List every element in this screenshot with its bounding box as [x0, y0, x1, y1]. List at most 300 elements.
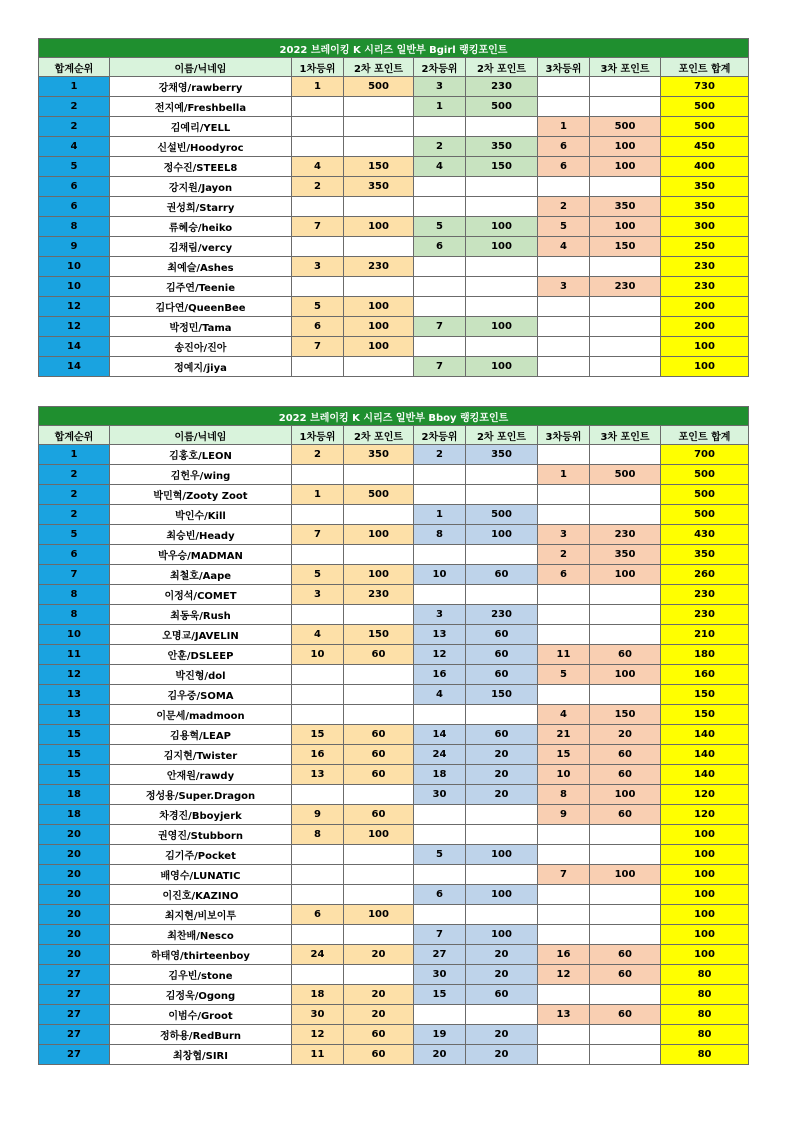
points-total-cell: 230	[661, 277, 749, 297]
round3-points-cell	[590, 177, 661, 197]
round1-rank-cell: 15	[292, 725, 344, 745]
points-total-cell: 100	[661, 905, 749, 925]
name-cell: 김채림/vercy	[110, 237, 292, 257]
round1-points-cell	[344, 505, 414, 525]
round2-points-cell: 20	[466, 785, 538, 805]
round3-points-cell: 350	[590, 545, 661, 565]
round1-points-cell: 100	[344, 217, 414, 237]
round1-rank-cell	[292, 137, 344, 157]
round2-rank-cell: 18	[414, 765, 466, 785]
round2-rank-cell	[414, 1005, 466, 1025]
name-cell: 이문세/madmoon	[110, 705, 292, 725]
table-row	[39, 605, 749, 625]
round2-points-cell: 500	[466, 505, 538, 525]
round3-rank-cell: 4	[538, 705, 590, 725]
round3-points-cell	[590, 485, 661, 505]
round1-points-cell	[344, 465, 414, 485]
round3-rank-cell: 15	[538, 745, 590, 765]
round2-points-cell: 100	[466, 885, 538, 905]
points-total-cell: 80	[661, 1025, 749, 1045]
name-cell: 권영진/Stubborn	[110, 825, 292, 845]
round2-rank-cell	[414, 905, 466, 925]
points-total-cell: 100	[661, 925, 749, 945]
round3-points-cell: 100	[590, 865, 661, 885]
table-row	[39, 645, 749, 665]
round1-points-cell: 60	[344, 725, 414, 745]
round3-points-cell: 100	[590, 137, 661, 157]
name-cell: 김헌우/wing	[110, 465, 292, 485]
points-total-cell: 200	[661, 297, 749, 317]
points-total-cell: 230	[661, 605, 749, 625]
points-total-cell: 450	[661, 137, 749, 157]
round2-points-cell: 60	[466, 725, 538, 745]
name-cell: 김예리/YELL	[110, 117, 292, 137]
round3-rank-cell	[538, 77, 590, 97]
round1-points-cell: 150	[344, 157, 414, 177]
table-row	[39, 625, 749, 645]
table-row	[39, 1045, 749, 1065]
points-total-cell: 500	[661, 505, 749, 525]
name-cell: 배영수/LUNATIC	[110, 865, 292, 885]
round3-rank-cell: 9	[538, 805, 590, 825]
header-round3-rank: 3차등위	[538, 58, 590, 77]
total-rank-cell: 2	[39, 485, 110, 505]
total-rank-cell: 18	[39, 785, 110, 805]
round1-rank-cell	[292, 545, 344, 565]
round1-rank-cell: 2	[292, 445, 344, 465]
round1-points-cell: 500	[344, 485, 414, 505]
round1-rank-cell: 4	[292, 157, 344, 177]
round1-rank-cell: 9	[292, 805, 344, 825]
round1-rank-cell: 10	[292, 645, 344, 665]
round3-rank-cell	[538, 885, 590, 905]
round2-points-cell: 230	[466, 605, 538, 625]
total-rank-cell: 12	[39, 297, 110, 317]
round2-points-cell	[466, 865, 538, 885]
round2-points-cell: 100	[466, 217, 538, 237]
round3-points-cell	[590, 317, 661, 337]
name-cell: 김정욱/Ogong	[110, 985, 292, 1005]
points-total-cell: 350	[661, 545, 749, 565]
round3-rank-cell	[538, 905, 590, 925]
round3-points-cell	[590, 905, 661, 925]
round2-points-cell	[466, 297, 538, 317]
table-row	[39, 665, 749, 685]
round1-rank-cell: 8	[292, 825, 344, 845]
points-total-cell: 430	[661, 525, 749, 545]
round1-points-cell: 100	[344, 905, 414, 925]
round1-points-cell: 20	[344, 985, 414, 1005]
round2-points-cell: 20	[466, 745, 538, 765]
round3-rank-cell	[538, 825, 590, 845]
round2-rank-cell	[414, 337, 466, 357]
round1-rank-cell: 13	[292, 765, 344, 785]
round1-rank-cell	[292, 705, 344, 725]
table-row	[39, 237, 749, 257]
round2-points-cell: 60	[466, 985, 538, 1005]
name-cell: 최승빈/Heady	[110, 525, 292, 545]
round3-rank-cell	[538, 925, 590, 945]
round3-rank-cell: 16	[538, 945, 590, 965]
round2-points-cell	[466, 257, 538, 277]
round2-rank-cell	[414, 257, 466, 277]
round3-points-cell: 100	[590, 665, 661, 685]
round3-points-cell: 100	[590, 785, 661, 805]
total-rank-cell: 7	[39, 565, 110, 585]
bboy-table-title: 2022 브레이킹 K 시리즈 일반부 Bboy 랭킹포인트	[39, 407, 749, 426]
total-rank-cell: 10	[39, 625, 110, 645]
round2-rank-cell: 7	[414, 925, 466, 945]
round1-rank-cell	[292, 845, 344, 865]
round3-rank-cell	[538, 985, 590, 1005]
round3-points-cell	[590, 357, 661, 377]
round1-rank-cell	[292, 465, 344, 485]
table-row	[39, 845, 749, 865]
round3-points-cell	[590, 625, 661, 645]
name-cell: 최지현/비보이투	[110, 905, 292, 925]
round3-points-cell: 60	[590, 745, 661, 765]
total-rank-cell: 2	[39, 117, 110, 137]
header-name: 이름/닉네임	[110, 426, 292, 445]
round3-rank-cell: 10	[538, 765, 590, 785]
name-cell: 박진형/dol	[110, 665, 292, 685]
round1-rank-cell	[292, 277, 344, 297]
points-total-cell: 350	[661, 197, 749, 217]
header-round1-rank: 1차등위	[292, 58, 344, 77]
round2-points-cell	[466, 197, 538, 217]
round2-points-cell: 20	[466, 945, 538, 965]
name-cell: 김다연/QueenBee	[110, 297, 292, 317]
bgirl-header-row	[39, 58, 749, 77]
round3-rank-cell	[538, 485, 590, 505]
points-total-cell: 100	[661, 825, 749, 845]
table-row	[39, 137, 749, 157]
round3-rank-cell: 5	[538, 665, 590, 685]
round2-rank-cell: 7	[414, 317, 466, 337]
round2-points-cell	[466, 485, 538, 505]
round3-points-cell: 150	[590, 705, 661, 725]
round1-points-cell: 60	[344, 645, 414, 665]
total-rank-cell: 8	[39, 605, 110, 625]
name-cell: 하태영/thirteenboy	[110, 945, 292, 965]
name-cell: 안재원/rawdy	[110, 765, 292, 785]
bgirl-ranking-table	[38, 38, 749, 377]
round2-points-cell: 100	[466, 845, 538, 865]
round3-rank-cell	[538, 845, 590, 865]
round1-points-cell	[344, 885, 414, 905]
round3-rank-cell: 6	[538, 565, 590, 585]
round1-rank-cell	[292, 965, 344, 985]
header-round2-points: 2차 포인트	[466, 426, 538, 445]
total-rank-cell: 27	[39, 965, 110, 985]
round3-rank-cell	[538, 337, 590, 357]
name-cell: 최동욱/Rush	[110, 605, 292, 625]
total-rank-cell: 20	[39, 905, 110, 925]
round3-points-cell: 150	[590, 237, 661, 257]
round2-rank-cell: 4	[414, 157, 466, 177]
total-rank-cell: 10	[39, 257, 110, 277]
round1-rank-cell: 11	[292, 1045, 344, 1065]
points-total-cell: 140	[661, 725, 749, 745]
round1-rank-cell: 7	[292, 217, 344, 237]
round1-points-cell: 20	[344, 945, 414, 965]
round1-rank-cell: 2	[292, 177, 344, 197]
round1-rank-cell	[292, 97, 344, 117]
round2-points-cell: 150	[466, 685, 538, 705]
round3-rank-cell: 13	[538, 1005, 590, 1025]
round2-points-cell: 100	[466, 357, 538, 377]
round3-points-cell: 60	[590, 965, 661, 985]
round1-points-cell: 350	[344, 445, 414, 465]
round1-rank-cell: 5	[292, 297, 344, 317]
round3-points-cell	[590, 505, 661, 525]
round1-rank-cell: 5	[292, 565, 344, 585]
round2-points-cell	[466, 825, 538, 845]
name-cell: 차경진/Bboyjerk	[110, 805, 292, 825]
round2-rank-cell: 1	[414, 97, 466, 117]
round1-rank-cell: 18	[292, 985, 344, 1005]
round1-points-cell	[344, 117, 414, 137]
header-round1-points: 2차 포인트	[344, 426, 414, 445]
round3-rank-cell: 2	[538, 197, 590, 217]
round1-points-cell: 60	[344, 1025, 414, 1045]
points-total-cell: 140	[661, 745, 749, 765]
round2-rank-cell	[414, 277, 466, 297]
round3-rank-cell	[538, 97, 590, 117]
total-rank-cell: 20	[39, 925, 110, 945]
name-cell: 정하용/RedBurn	[110, 1025, 292, 1045]
round3-rank-cell: 1	[538, 117, 590, 137]
round2-rank-cell: 14	[414, 725, 466, 745]
round1-rank-cell: 6	[292, 905, 344, 925]
table-row	[39, 545, 749, 565]
table-row	[39, 585, 749, 605]
total-rank-cell: 9	[39, 237, 110, 257]
name-cell: 정성용/Super.Dragon	[110, 785, 292, 805]
table-row	[39, 197, 749, 217]
points-total-cell: 150	[661, 705, 749, 725]
round2-rank-cell	[414, 465, 466, 485]
name-cell: 박인수/Kill	[110, 505, 292, 525]
round3-points-cell	[590, 925, 661, 945]
round1-rank-cell: 1	[292, 485, 344, 505]
round1-points-cell	[344, 785, 414, 805]
round3-points-cell: 100	[590, 217, 661, 237]
round2-rank-cell	[414, 545, 466, 565]
header-round3-rank: 3차등위	[538, 426, 590, 445]
total-rank-cell: 4	[39, 137, 110, 157]
round2-rank-cell: 2	[414, 445, 466, 465]
total-rank-cell: 27	[39, 1025, 110, 1045]
round1-points-cell: 60	[344, 1045, 414, 1065]
header-total-rank: 합계순위	[39, 426, 110, 445]
round1-points-cell	[344, 705, 414, 725]
name-cell: 권성희/Starry	[110, 197, 292, 217]
round2-rank-cell: 16	[414, 665, 466, 685]
name-cell: 박민혁/Zooty Zoot	[110, 485, 292, 505]
round2-rank-cell: 3	[414, 77, 466, 97]
total-rank-cell: 6	[39, 177, 110, 197]
round1-rank-cell	[292, 925, 344, 945]
round3-points-cell	[590, 1025, 661, 1045]
round2-points-cell: 20	[466, 1025, 538, 1045]
round1-points-cell	[344, 865, 414, 885]
round2-rank-cell	[414, 117, 466, 137]
name-cell: 김기주/Pocket	[110, 845, 292, 865]
name-cell: 최창협/SIRI	[110, 1045, 292, 1065]
table-row	[39, 505, 749, 525]
header-round1-points: 2차 포인트	[344, 58, 414, 77]
name-cell: 김지현/Twister	[110, 745, 292, 765]
total-rank-cell: 12	[39, 317, 110, 337]
round1-points-cell	[344, 97, 414, 117]
total-rank-cell: 14	[39, 337, 110, 357]
round2-points-cell: 150	[466, 157, 538, 177]
total-rank-cell: 14	[39, 357, 110, 377]
round2-rank-cell: 13	[414, 625, 466, 645]
round3-points-cell: 350	[590, 197, 661, 217]
total-rank-cell: 27	[39, 1005, 110, 1025]
table-row	[39, 725, 749, 745]
total-rank-cell: 5	[39, 525, 110, 545]
round2-points-cell: 20	[466, 965, 538, 985]
total-rank-cell: 11	[39, 645, 110, 665]
round1-points-cell: 230	[344, 585, 414, 605]
round2-rank-cell: 20	[414, 1045, 466, 1065]
points-total-cell: 180	[661, 645, 749, 665]
round2-rank-cell: 6	[414, 885, 466, 905]
round1-points-cell	[344, 357, 414, 377]
round3-rank-cell	[538, 685, 590, 705]
round1-rank-cell: 16	[292, 745, 344, 765]
name-cell: 류혜승/heiko	[110, 217, 292, 237]
round2-rank-cell	[414, 177, 466, 197]
round1-rank-cell	[292, 665, 344, 685]
round2-rank-cell: 27	[414, 945, 466, 965]
points-total-cell: 100	[661, 337, 749, 357]
round1-points-cell: 100	[344, 337, 414, 357]
round1-points-cell: 100	[344, 565, 414, 585]
total-rank-cell: 8	[39, 217, 110, 237]
round1-points-cell	[344, 197, 414, 217]
round1-points-cell: 60	[344, 765, 414, 785]
table-row	[39, 805, 749, 825]
points-total-cell: 500	[661, 465, 749, 485]
round3-rank-cell: 21	[538, 725, 590, 745]
round3-rank-cell: 1	[538, 465, 590, 485]
table-row	[39, 745, 749, 765]
round2-points-cell	[466, 585, 538, 605]
points-total-cell: 80	[661, 1045, 749, 1065]
round1-points-cell	[344, 845, 414, 865]
total-rank-cell: 15	[39, 745, 110, 765]
round3-rank-cell: 12	[538, 965, 590, 985]
name-cell: 정예지/jiya	[110, 357, 292, 377]
table-row	[39, 885, 749, 905]
table-row	[39, 765, 749, 785]
round1-points-cell	[344, 665, 414, 685]
round2-rank-cell: 1	[414, 505, 466, 525]
total-rank-cell: 6	[39, 545, 110, 565]
points-total-cell: 400	[661, 157, 749, 177]
round2-rank-cell: 30	[414, 965, 466, 985]
name-cell: 신설빈/Hoodyroc	[110, 137, 292, 157]
round3-rank-cell	[538, 1025, 590, 1045]
table-row	[39, 117, 749, 137]
round2-rank-cell: 2	[414, 137, 466, 157]
round2-points-cell: 60	[466, 645, 538, 665]
total-rank-cell: 13	[39, 705, 110, 725]
points-total-cell: 200	[661, 317, 749, 337]
total-rank-cell: 6	[39, 197, 110, 217]
round2-points-cell: 100	[466, 525, 538, 545]
header-round3-points: 3차 포인트	[590, 58, 661, 77]
table-row	[39, 705, 749, 725]
name-cell: 강채영/rawberry	[110, 77, 292, 97]
round2-points-cell: 100	[466, 237, 538, 257]
table-row	[39, 337, 749, 357]
round1-points-cell: 100	[344, 297, 414, 317]
name-cell: 김주연/Teenie	[110, 277, 292, 297]
round1-rank-cell	[292, 505, 344, 525]
points-total-cell: 260	[661, 565, 749, 585]
round2-points-cell	[466, 545, 538, 565]
points-total-cell: 80	[661, 985, 749, 1005]
round2-rank-cell	[414, 485, 466, 505]
round1-points-cell: 500	[344, 77, 414, 97]
round3-rank-cell: 5	[538, 217, 590, 237]
round3-points-cell: 60	[590, 1005, 661, 1025]
round3-rank-cell	[538, 177, 590, 197]
header-name: 이름/닉네임	[110, 58, 292, 77]
round3-points-cell	[590, 337, 661, 357]
table-row	[39, 565, 749, 585]
round1-points-cell: 100	[344, 317, 414, 337]
name-cell: 안훈/DSLEEP	[110, 645, 292, 665]
round1-points-cell	[344, 605, 414, 625]
round1-points-cell	[344, 237, 414, 257]
round2-points-cell: 100	[466, 925, 538, 945]
bboy-ranking-table	[38, 406, 749, 1065]
round3-points-cell: 500	[590, 465, 661, 485]
table-row	[39, 157, 749, 177]
round1-rank-cell: 1	[292, 77, 344, 97]
round2-rank-cell: 30	[414, 785, 466, 805]
name-cell: 이진호/KAZINO	[110, 885, 292, 905]
header-points-total: 포인트 합계	[661, 426, 749, 445]
round2-rank-cell	[414, 197, 466, 217]
points-total-cell: 100	[661, 945, 749, 965]
name-cell: 김우빈/stone	[110, 965, 292, 985]
round1-rank-cell: 24	[292, 945, 344, 965]
round2-points-cell	[466, 337, 538, 357]
round1-rank-cell	[292, 605, 344, 625]
round1-points-cell: 20	[344, 1005, 414, 1025]
table-row	[39, 317, 749, 337]
name-cell: 박우승/MADMAN	[110, 545, 292, 565]
name-cell: 최철호/Aape	[110, 565, 292, 585]
table-row	[39, 925, 749, 945]
points-total-cell: 500	[661, 117, 749, 137]
total-rank-cell: 2	[39, 97, 110, 117]
round3-points-cell	[590, 845, 661, 865]
round3-rank-cell: 4	[538, 237, 590, 257]
total-rank-cell: 15	[39, 765, 110, 785]
points-total-cell: 100	[661, 885, 749, 905]
round1-points-cell	[344, 925, 414, 945]
round3-points-cell: 230	[590, 277, 661, 297]
total-rank-cell: 2	[39, 465, 110, 485]
